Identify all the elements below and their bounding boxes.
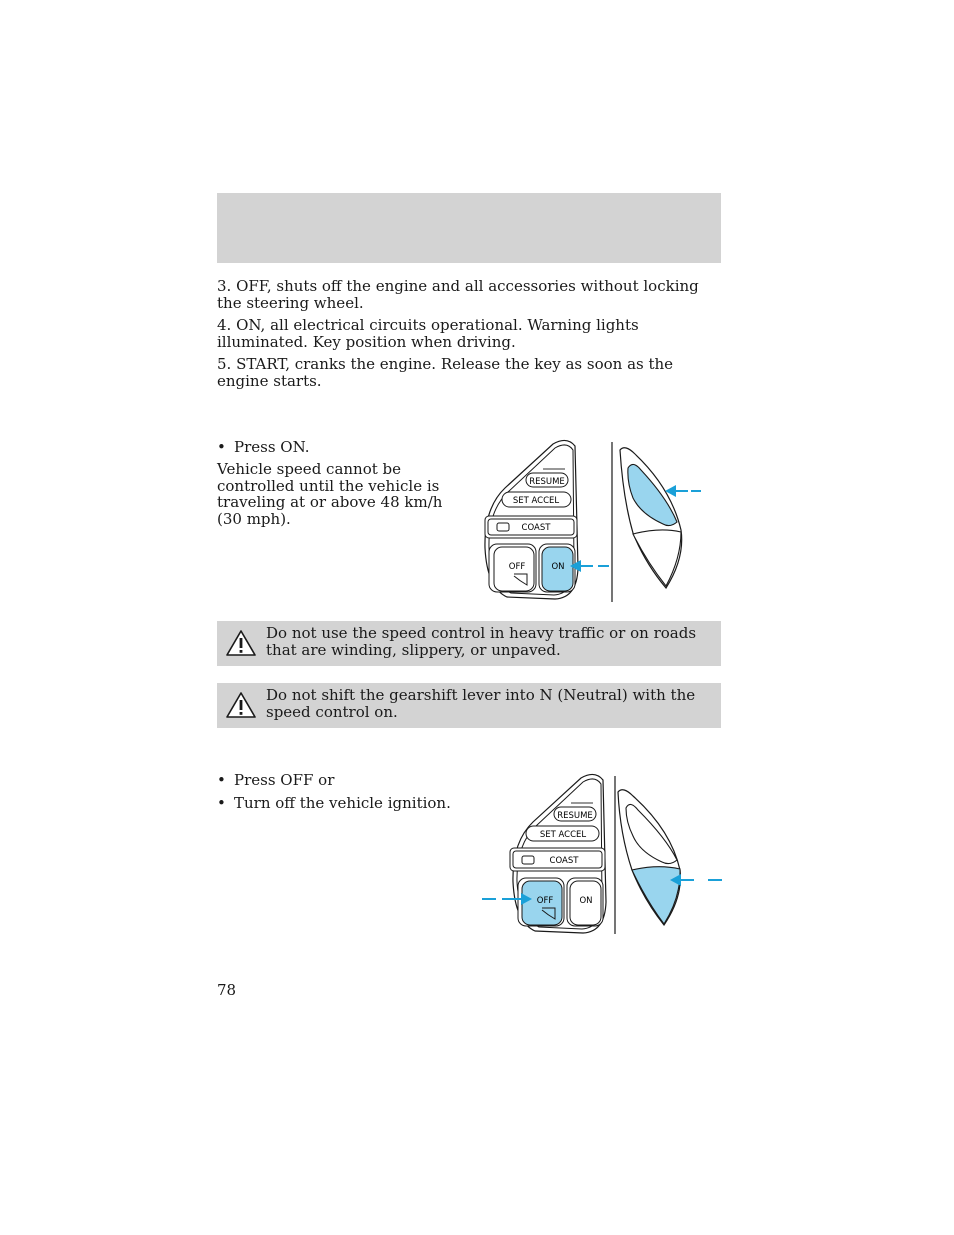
bullet-text: Turn off the vehicle ignition. — [234, 794, 451, 812]
warning-text-traffic: Do not use the speed control in heavy traffic or on roads that are winding, slippery, or unpaved. — [266, 624, 697, 659]
set-accel-label: SET ACCEL — [539, 830, 587, 840]
off-label: OFF — [508, 562, 526, 572]
off-label: OFF — [536, 896, 554, 906]
paragraph-start: 5. START, cranks the engine. Release the key as soon as the engine starts. — [217, 355, 674, 390]
bullet-dot: • — [217, 438, 226, 456]
speed-control-figure-on — [475, 438, 707, 604]
bullet-dot: • — [217, 771, 226, 789]
speed-note: Vehicle speed cannot be controlled until the vehicle is traveling at or above 48 km/h (30 mph). — [217, 460, 443, 528]
warning-triangle-icon — [225, 629, 257, 657]
resume-label: RESUME — [557, 811, 593, 821]
bullet-text: Press ON. — [234, 438, 310, 456]
coast-label: COAST — [549, 856, 579, 866]
bullet-text: Press OFF or — [234, 771, 335, 789]
bullet-press-off — [217, 772, 334, 789]
set-accel-label: SET ACCEL — [512, 496, 560, 506]
bullet-turn-off-ignition — [217, 795, 451, 812]
warning-triangle-icon — [225, 691, 257, 719]
warning-box-neutral — [217, 683, 721, 728]
on-label: ON — [551, 562, 565, 572]
speed-control-figure-off — [478, 772, 726, 936]
warning-text-neutral: Do not shift the gearshift lever into N (Neutral) with the speed control on. — [266, 686, 696, 721]
paragraph-on: 4. ON, all electrical circuits operational. Warning lights illuminated. Key position when driving. — [217, 316, 639, 351]
coast-label: COAST — [521, 523, 551, 533]
page-number: 78 — [217, 981, 237, 999]
on-label: ON — [579, 896, 593, 906]
section-header-bar — [217, 193, 721, 263]
resume-label: RESUME — [529, 477, 565, 487]
bullet-press-on — [217, 439, 310, 456]
bullet-dot: • — [217, 794, 226, 812]
warning-box-traffic — [217, 621, 721, 666]
paragraph-off: 3. OFF, shuts off the engine and all accessories without locking the steering wheel. — [217, 277, 699, 312]
side-switch-off-segment[interactable] — [633, 530, 681, 586]
